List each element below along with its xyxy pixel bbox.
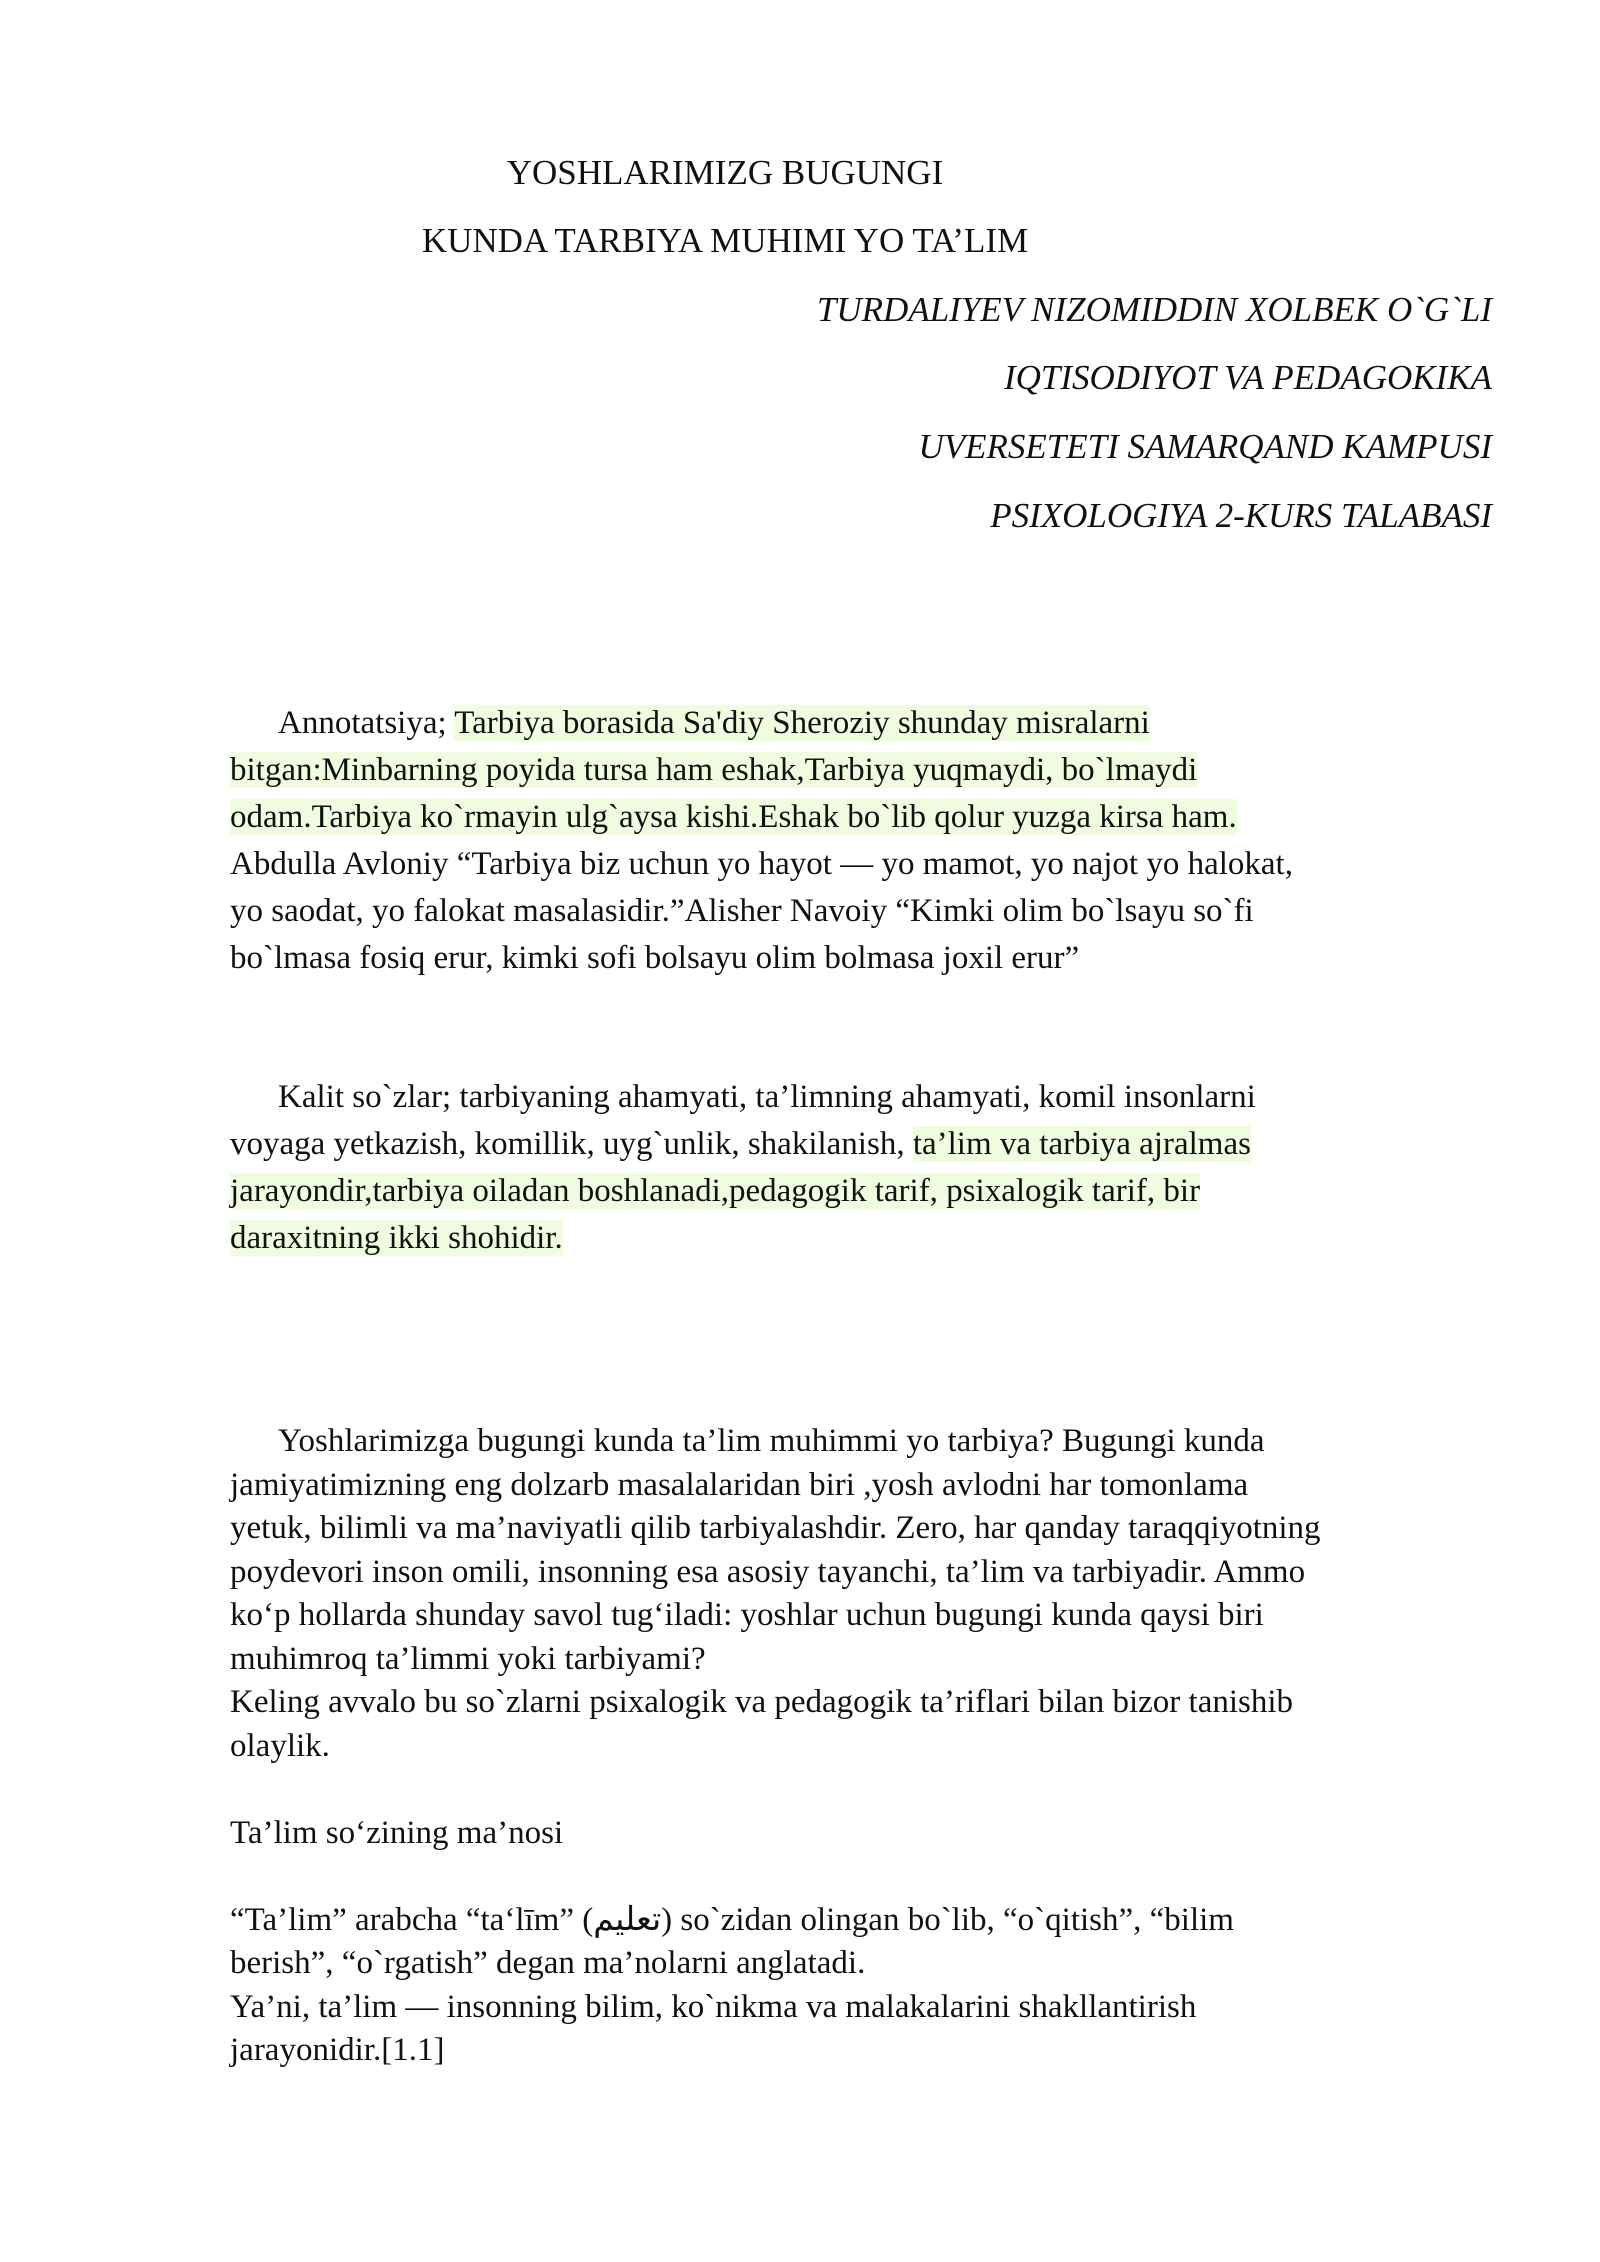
abstract-line: bo`lmasa fosiq erur, kimki sofi bolsayu olim bolmasa joxil erur”	[230, 940, 1080, 976]
abstract-line	[230, 794, 1495, 841]
body-line: Yoshlarimizga bugungi kunda ta’lim muhimmi yo tarbiya? Bugungi kunda	[278, 1423, 1265, 1459]
author-status: PSIXOLOGIYA 2-KURS TALABASI	[990, 496, 1492, 535]
body-line: “Ta’lim” arabcha “ta‘līm” (تعليم) so`zidan olingan bo`lib, “o`qitish”, “bilim	[230, 1901, 1234, 1938]
abstract-highlight: Tarbiya borasida Sa'diy Sheroziy shunday misralarni	[454, 705, 1150, 741]
body-line: poydevori inson omili, insonning esa asosiy tayanchi, ta’lim va tarbiyadir. Ammo	[230, 1553, 1306, 1590]
title-line-2: KUNDA TARBIYA MUHIMI YO TA’LIM	[421, 221, 1029, 260]
abstract-line	[230, 700, 1495, 747]
author-affiliation-1: IQTISODIYOT VA PEDAGOKIKA	[1003, 358, 1492, 397]
keywords-highlight: jarayondir,tarbiya oiladan boshlanadi,pedagogik tarif, psixalogik tarif, bir	[230, 1173, 1201, 1209]
author-name: TURDALIYEV NIZOMIDDIN XOLBEK O`G`LI	[816, 290, 1492, 329]
keywords-highlight: ta’lim va tarbiya ajralmas	[912, 1126, 1251, 1162]
body-line: jamiyatimizning eng dolzarb masalalaridan biri ,yosh avlodni har tomonlama	[230, 1466, 1249, 1503]
keywords-line	[230, 1121, 1495, 1168]
paragraph-gap	[230, 1855, 1495, 1899]
abstract-line: yo saodat, yo falokat masalasidir.”Alisher Navoiy “Kimki olim bo`lsayu so`fi	[230, 893, 1254, 929]
abstract-section	[230, 700, 1495, 982]
keywords-highlight: daraxitning ikki shohidir.	[230, 1220, 563, 1256]
body-line: yetuk, bilimli va ma’naviyatli qilib tarbiyalashdir. Zero, har qanday taraqqiyotning	[230, 1510, 1321, 1546]
body-line: jarayonidir.[1.1]	[230, 2032, 445, 2068]
body-line: berish”, “o`rgatish” degan ma’nolarni anglatadi.	[230, 1945, 866, 1981]
keywords-section	[230, 1074, 1495, 1262]
abstract-highlight: odam.Tarbiya ko`rmayin ulg`aysa kishi.Eshak bo`lib qolur yuzga kirsa ham.	[230, 799, 1237, 835]
abstract-highlight: bitgan:Minbarning poyida tursa ham eshak,Tarbiya yuqmaydi, bo`lmaydi	[230, 752, 1198, 788]
body-line: muhimroq ta’limmi yoki tarbiyami?	[230, 1640, 706, 1677]
keywords-line	[230, 1215, 1495, 1262]
keywords-plain: voyaga yetkazish, komillik, uyg`unlik, shakilanish,	[230, 1126, 913, 1162]
abstract-line	[230, 747, 1495, 794]
body-line: olaylik.	[230, 1727, 330, 1764]
keywords-line	[230, 1168, 1495, 1215]
abstract-line: Abdulla Avloniy “Tarbiya biz uchun yo hayot — yo mamot, yo najot yo halokat,	[230, 846, 1293, 882]
body-line: Keling avvalo bu so`zlarni psixalogik va pedagogik ta’riflari bilan bizor tanishib	[230, 1684, 1294, 1720]
author-affiliation-2: UVERSETETI SAMARQAND KAMPUSI	[918, 427, 1492, 466]
abstract-lead: Annotatsiya;	[278, 705, 455, 741]
body-line: ko‘p hollarda shunday savol tug‘iladi: yoshlar uchun bugungi kunda qaysi biri	[230, 1597, 1264, 1633]
body-section	[230, 1420, 1495, 2073]
keywords-line: Kalit so`zlar; tarbiyaning ahamyati, ta’limning ahamyati, komil insonlarni	[278, 1079, 1256, 1115]
body-line: Ya’ni, ta’lim — insonning bilim, ko`nikma va malakalarini shakllantirish	[230, 1988, 1197, 2025]
paragraph-gap	[230, 1768, 1495, 1812]
section-heading: Ta’lim so‘zining ma’nosi	[230, 1814, 564, 1851]
title-line-1: YOSHLARIMIZG BUGUNGI	[506, 153, 944, 192]
